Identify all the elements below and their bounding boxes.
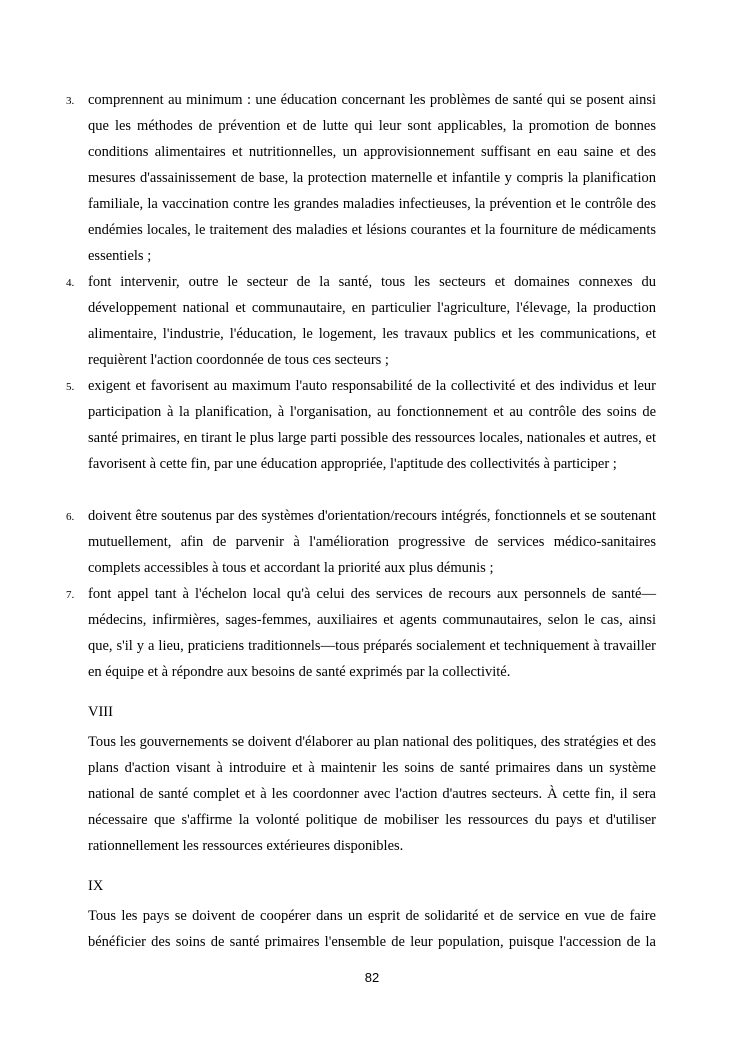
list-item-text: doivent être soutenus par des systèmes d'orientation/recours intégrés, fonctionnels et se soutenant mutuellement, afin de parvenir à l'amélioration progressive de services médico-sanitaires complets accessibles à tous et accordant la priorité aux plus démunis ;: [88, 508, 656, 576]
list-number: 4.: [66, 277, 75, 289]
list-number: 5.: [66, 381, 75, 393]
page-number: 82: [364, 970, 380, 985]
list-item-text: font appel tant à l'échelon local qu'à celui des services de recours aux personnels de santé—médecins, infirmières, sages-femmes, auxiliaires et agents communautaires, selon le cas, ainsi que, s'il y a lieu, praticiens traditionnels—tous préparés socialement et techniquement à travailler en équipe et à répondre aux besoins de santé exprimés par la collectivité.: [88, 586, 656, 680]
section-heading-viii: VIII: [88, 704, 113, 720]
section-ix-paragraph: Tous les pays se doivent de coopérer dans un esprit de solidarité et de service en vue de faire bénéficier des soins de santé primaires l'ensemble de leur population, puisque l'accession de la: [88, 908, 656, 950]
list-item-text: font intervenir, outre le secteur de la santé, tous les secteurs et domaines connexes du développement national et communautaire, en particulier l'agriculture, l'élevage, la production alimentaire, l'industrie, l'éducation, le logement, les travaux publics et les communications, et requièrent l'action coordonnée de tous ces secteurs ;: [88, 274, 656, 368]
section-heading-ix: IX: [88, 878, 104, 894]
list-item-text: comprennent au minimum : une éducation concernant les problèmes de santé qui se posent ainsi que les méthodes de prévention et de lutte qui leur sont applicables, la promotion de bonnes conditions alimentaires et nutritionnelles, un approvisionnement suffisant en eau saine et des mesures d'assainissement de base, la protection maternelle et infantile y compris la planification familiale, la vaccination contre les grandes maladies infectieuses, la prévention et le contrôle des endémies locales, le traitement des maladies et lésions courantes et la fourniture de médicaments essentiels ;: [88, 92, 656, 264]
list-number: 7.: [66, 589, 75, 601]
section-viii-paragraph: Tous les gouvernements se doivent d'élaborer au plan national des politiques, des stratégies et des plans d'action visant à introduire et à maintenir les soins de santé primaires dans un système national de santé complet et à les coordonner avec l'action d'autres secteurs. À cette fin, il sera nécessaire que s'affirme la volonté politique de mobiliser les ressources du pays et d'utiliser rationnellement les ressources extérieures disponibles.: [88, 734, 656, 854]
list-number: 3.: [66, 95, 75, 107]
list-item-text: exigent et favorisent au maximum l'auto responsabilité de la collectivité et des individus et leur participation à la planification, à l'organisation, au fonctionnement et au contrôle des soins de santé primaires, en tirant le plus large parti possible des ressources locales, nationales et autres, et favorisent à cette fin, par une éducation appropriée, l'aptitude des collectivités à participer ;: [88, 378, 656, 472]
list-number: 6.: [66, 511, 75, 523]
